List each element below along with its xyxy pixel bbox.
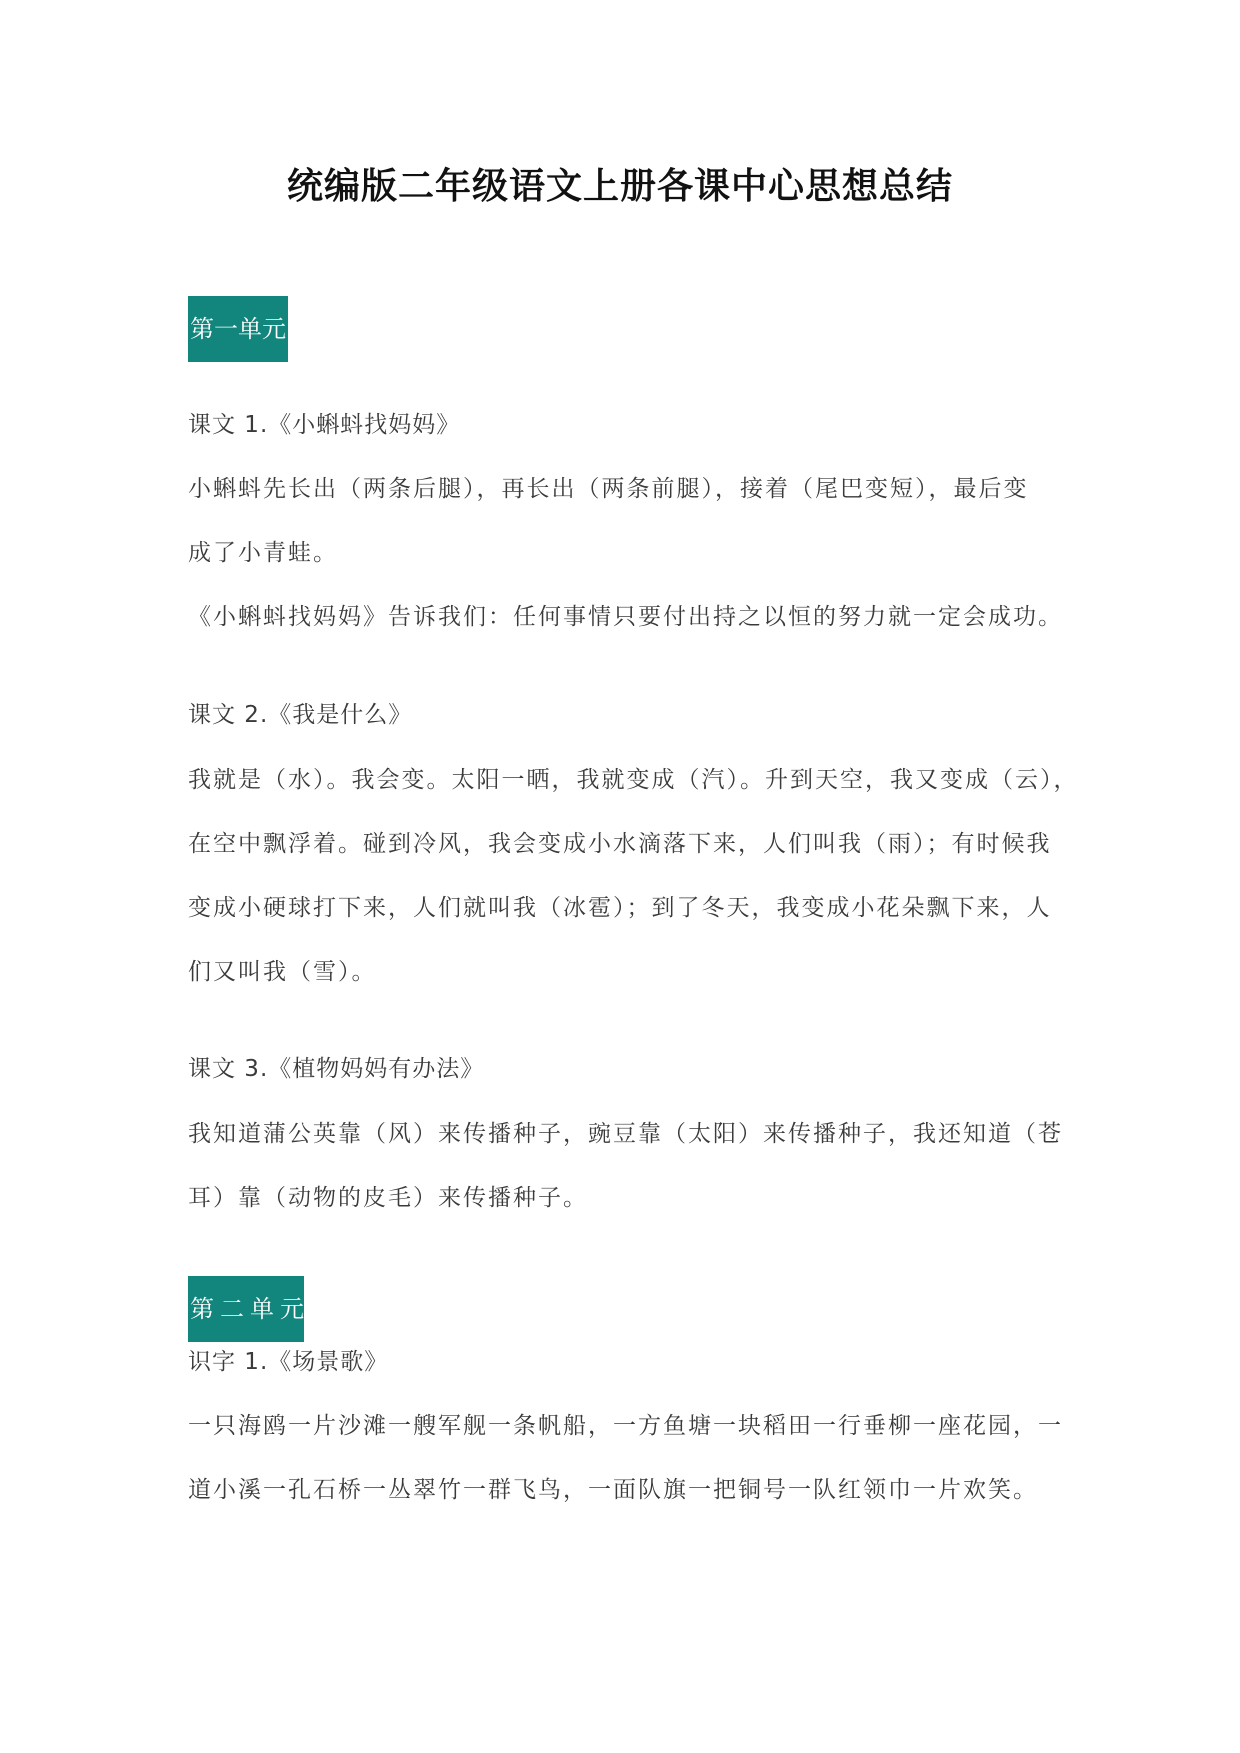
lesson-2-line-4: 们又叫我（雪）。 [188,959,377,985]
document-title: 统编版二年级语文上册各课中心思想总结 [286,166,953,207]
lesson-title-4: 识字 1.《场景歌》 [188,1349,389,1375]
lesson-2-line-1: 我就是（水）。我会变。太阳一晒，我就变成（汽）。升到天空，我又变成（云）， [188,767,1079,793]
lesson-1-line-3: 《小蝌蚪找妈妈》告诉我们：任何事情只要付出持之以恒的努力就一定会成功。 [188,604,1063,630]
lesson-4-line-1: 一只海鸥一片沙滩一艘军舰一条帆船，一方鱼塘一块稻田一行垂柳一座花园，一 [188,1413,1063,1439]
unit-badge-1: 第一单元 [188,296,288,362]
lesson-1-line-1: 小蝌蚪先长出（两条后腿），再长出（两条前腿），接着（尾巴变短），最后变 [188,476,1029,502]
lesson-title-2: 课文 2.《我是什么》 [188,702,413,728]
lesson-3-line-2: 耳）靠（动物的皮毛）来传播种子。 [188,1185,588,1211]
lesson-4-line-2: 道小溪一孔石桥一丛翠竹一群飞鸟，一面队旗一把铜号一队红领巾一片欢笑。 [188,1477,1038,1503]
lesson-title-1: 课文 1.《小蝌蚪找妈妈》 [188,412,461,438]
lesson-title-3: 课文 3.《植物妈妈有办法》 [188,1056,485,1082]
lesson-1-line-2: 成了小青蛙。 [188,540,338,566]
lesson-2-line-2: 在空中飘浮着。碰到冷风，我会变成小水滴落下来，人们叫我（雨）；有时候我 [188,831,1052,857]
unit-badge-2: 第二单元 [188,1276,304,1342]
lesson-3-line-1: 我知道蒲公英靠（风）来传播种子，豌豆靠（太阳）来传播种子，我还知道（苍 [188,1121,1063,1147]
lesson-2-line-3: 变成小硬球打下来，人们就叫我（冰雹）；到了冬天，我变成小花朵飘下来，人 [188,895,1052,921]
